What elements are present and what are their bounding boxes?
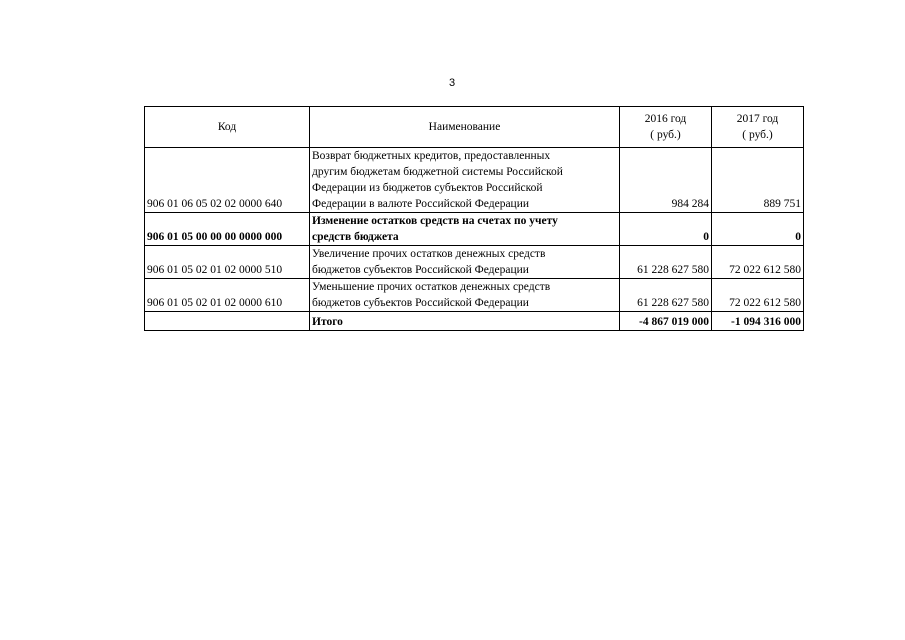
table-row <box>145 213 804 246</box>
row-value-2017: 72 022 612 580 <box>712 246 804 279</box>
row-value-2016: 0 <box>620 213 712 246</box>
row-code: 906 01 05 02 01 02 0000 510 <box>145 246 310 279</box>
total-value-2016: -4 867 019 000 <box>620 312 712 331</box>
header-year-2016: 2016 год ( руб.) <box>620 107 712 148</box>
total-value-2017: -1 094 316 000 <box>712 312 804 331</box>
row-value-2017: 0 <box>712 213 804 246</box>
total-code <box>145 312 310 331</box>
table-row <box>145 246 804 279</box>
row-value-2016: 984 284 <box>620 148 712 213</box>
row-code: 906 01 05 00 00 00 0000 000 <box>145 213 310 246</box>
header-year-2017: 2017 год ( руб.) <box>712 107 804 148</box>
row-value-2016: 61 228 627 580 <box>620 279 712 312</box>
header-code: Код <box>145 107 310 148</box>
table-row <box>145 148 804 213</box>
row-name: Уменьшение прочих остатков денежных средств бюджетов субъектов Российской Федерации <box>310 279 620 312</box>
table-row <box>145 279 804 312</box>
table-header-row <box>145 107 804 148</box>
page-number: 3 <box>448 77 456 89</box>
row-value-2017: 889 751 <box>712 148 804 213</box>
header-name: Наименование <box>310 107 620 148</box>
row-code: 906 01 05 02 01 02 0000 610 <box>145 279 310 312</box>
row-name: Изменение остатков средств на счетах по учету средств бюджета <box>310 213 620 246</box>
budget-sources-table <box>144 106 804 331</box>
row-name: Увеличение прочих остатков денежных средств бюджетов субъектов Российской Федерации <box>310 246 620 279</box>
total-row <box>145 312 804 331</box>
row-code: 906 01 06 05 02 02 0000 640 <box>145 148 310 213</box>
row-value-2016: 61 228 627 580 <box>620 246 712 279</box>
row-value-2017: 72 022 612 580 <box>712 279 804 312</box>
row-name: Возврат бюджетных кредитов, предоставленных другим бюджетам бюджетной системы Российской Федерации из бюджетов субъектов Российской Федерации в валюте Российской Федерации <box>310 148 620 213</box>
total-label: Итого <box>310 312 620 331</box>
